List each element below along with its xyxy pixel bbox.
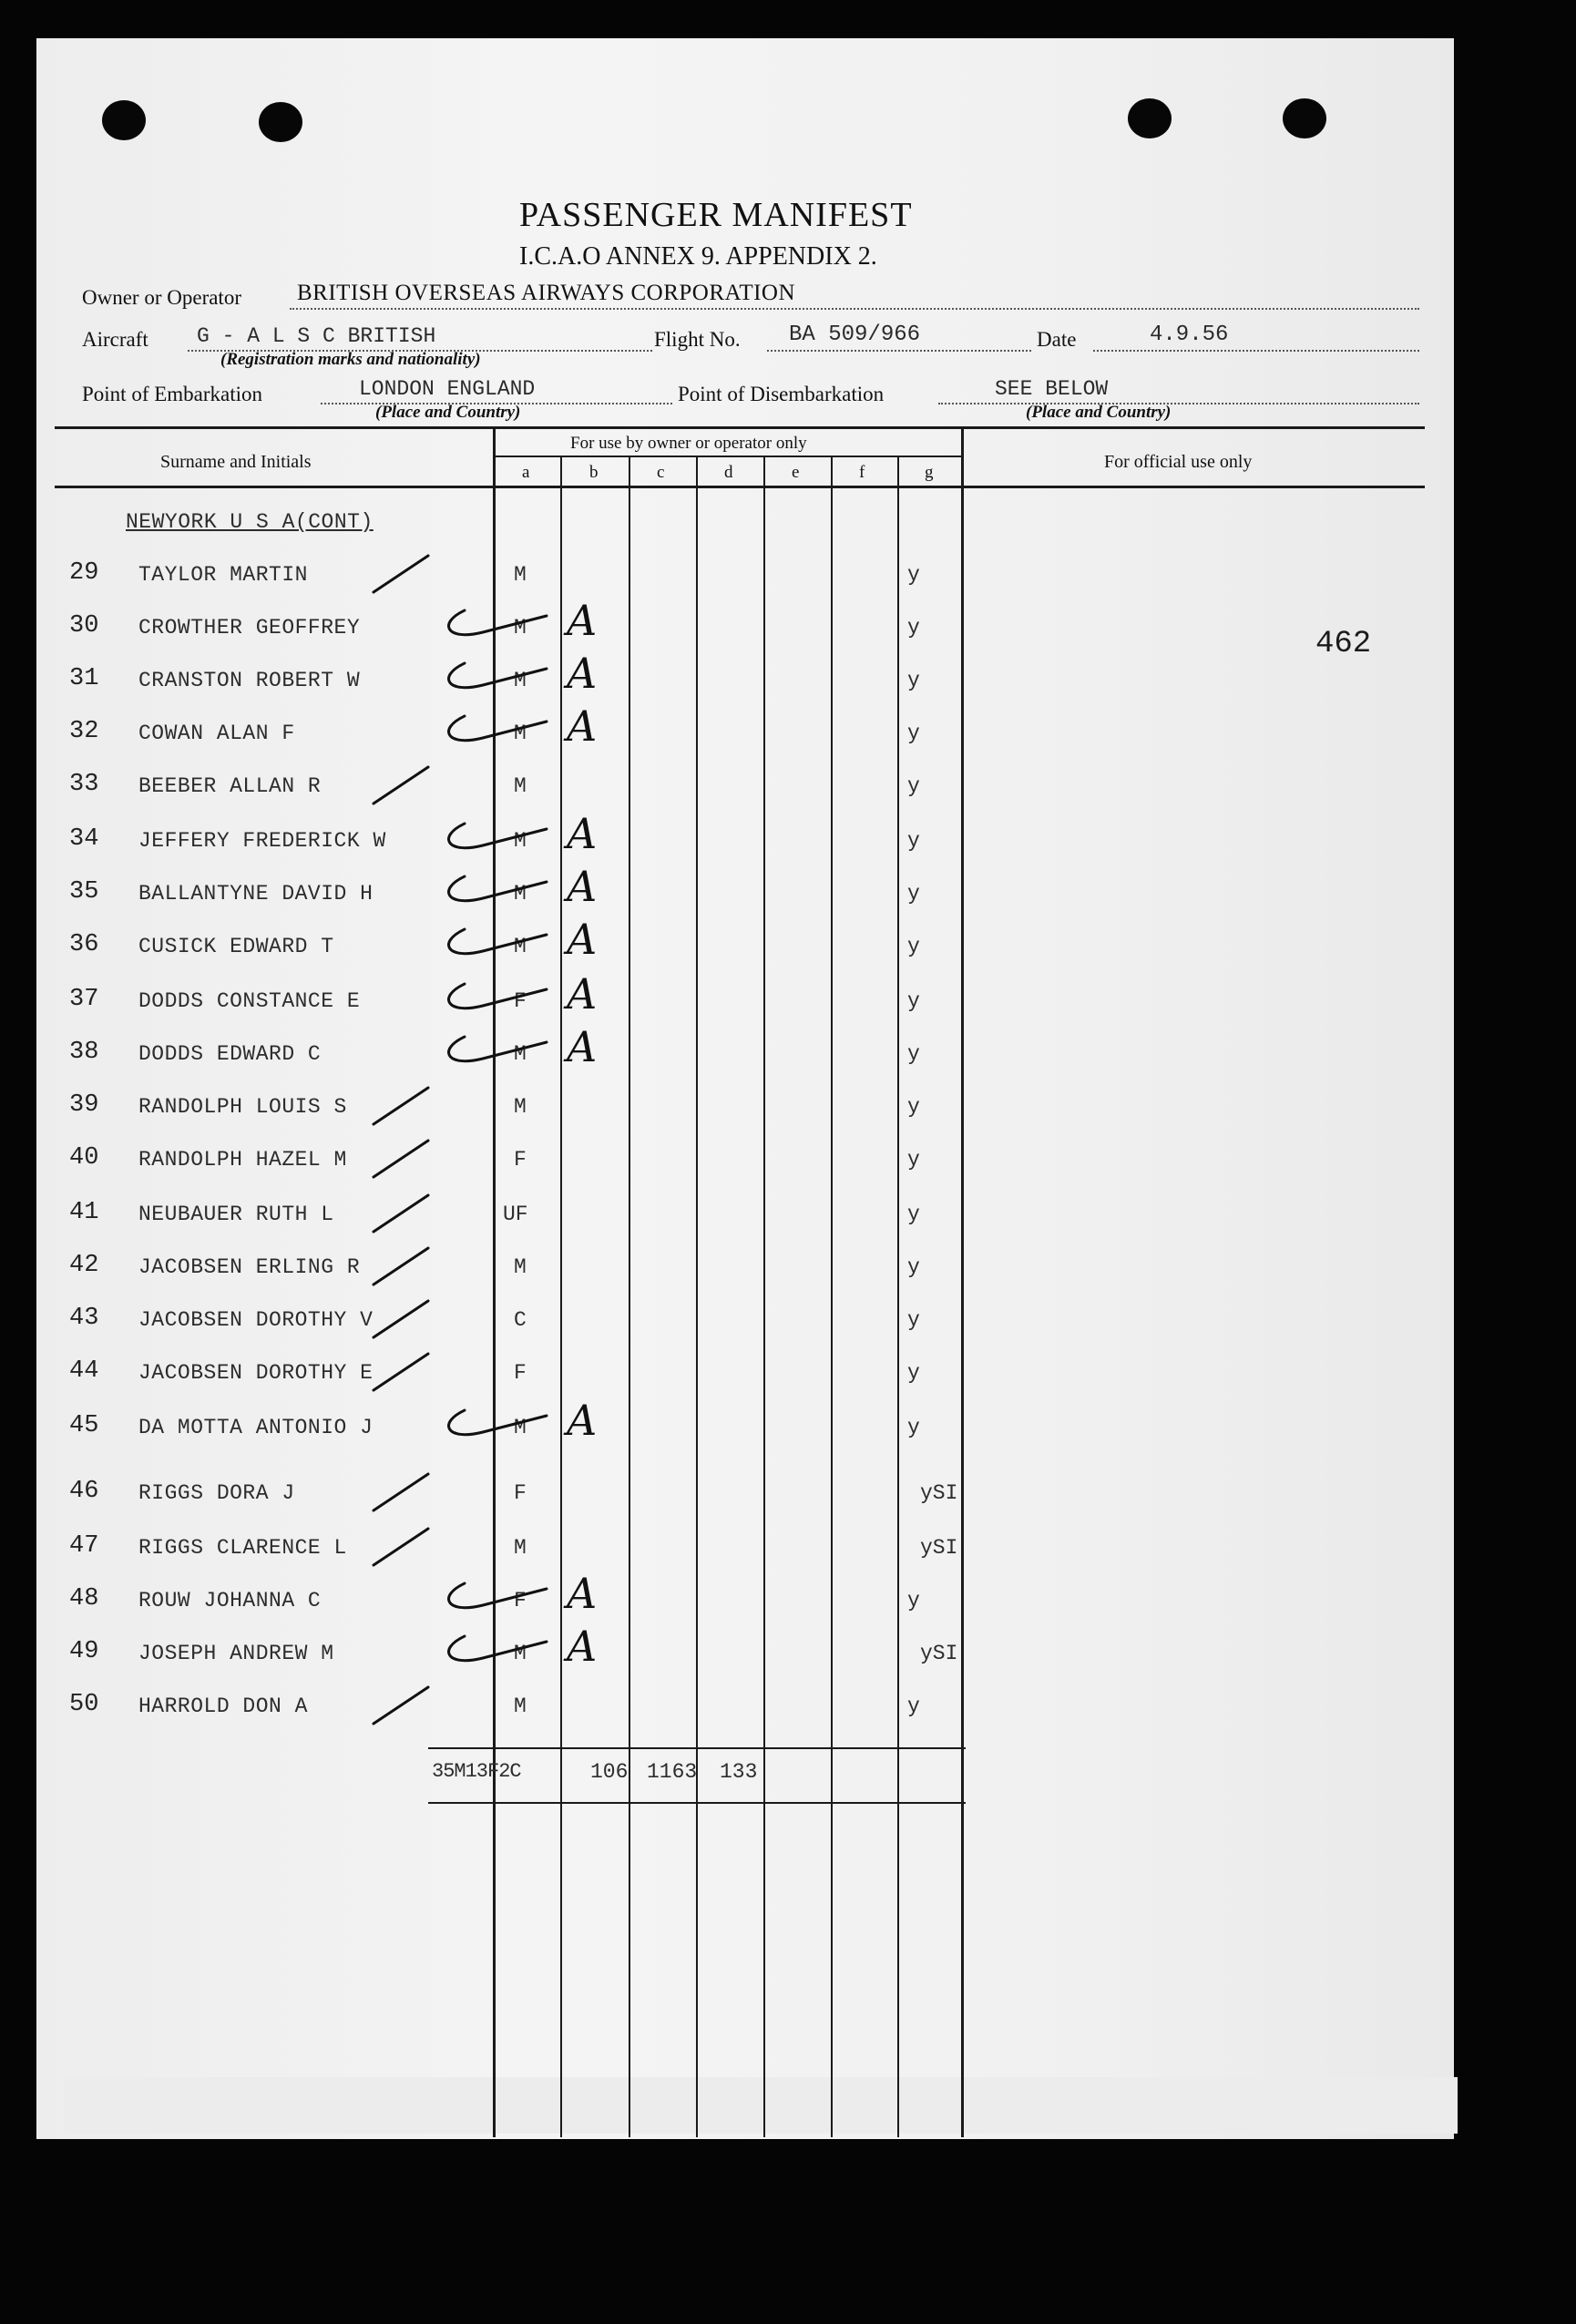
check-stroke <box>449 1636 547 1661</box>
owner-label: Owner or Operator <box>82 286 241 309</box>
col-a-value: F <box>514 1361 527 1385</box>
col-g-value: ySI <box>920 1481 958 1505</box>
col-a-value: F <box>514 1148 527 1172</box>
col-g-value: y <box>907 1589 920 1612</box>
embarkation-note: (Place and Country) <box>375 403 521 422</box>
check-stroke <box>449 824 547 848</box>
col-g-value: y <box>907 1361 920 1385</box>
passenger-name: HARROLD DON A <box>138 1694 308 1718</box>
row-number: 40 <box>69 1144 99 1172</box>
row-number: 42 <box>69 1252 99 1279</box>
col-a-value: M <box>514 669 527 692</box>
col-g-value: y <box>907 1042 920 1066</box>
row-number: 44 <box>69 1357 99 1385</box>
col-g-value: y <box>907 1203 920 1226</box>
check-stroke <box>449 1583 547 1608</box>
row-number: 35 <box>69 878 99 906</box>
passenger-name: BALLANTYNE DAVID H <box>138 882 374 906</box>
date-value: 4.9.56 <box>1150 322 1229 347</box>
column-letter-g: g <box>925 463 934 482</box>
embarkation-value: LONDON ENGLAND <box>359 377 536 401</box>
check-stroke <box>449 984 547 1008</box>
col-g-value: y <box>907 722 920 745</box>
check-stroke <box>449 929 547 954</box>
check-stroke <box>374 1354 428 1390</box>
col-g-value: y <box>907 616 920 640</box>
col-g-value: y <box>907 1255 920 1279</box>
col-b-value: A <box>567 915 598 964</box>
col-g-value: y <box>907 882 920 906</box>
row-number: 32 <box>69 718 99 745</box>
passenger-name: DODDS EDWARD C <box>138 1042 322 1066</box>
passenger-name: CROWTHER GEOFFREY <box>138 616 361 640</box>
row-number: 37 <box>69 986 99 1013</box>
passenger-name: COWAN ALAN F <box>138 722 295 745</box>
flight-value: BA 509/966 <box>789 322 921 347</box>
passenger-name: RANDOLPH HAZEL M <box>138 1148 347 1172</box>
aircraft-note: (Registration marks and nationality) <box>220 350 481 369</box>
column-letter-e: e <box>792 463 800 482</box>
disembarkation-note: (Place and Country) <box>1026 403 1172 422</box>
col-a-value: M <box>514 774 527 798</box>
check-stroke <box>374 1141 428 1177</box>
col-a-value: UF <box>503 1203 528 1226</box>
col-a-value: F <box>514 989 527 1013</box>
disembarkation-label: Point of Disembarkation <box>678 383 885 405</box>
col-a-value: M <box>514 1416 527 1439</box>
disembarkation-value: SEE BELOW <box>995 377 1109 401</box>
col-a-value: M <box>514 722 527 745</box>
official-column-header: For official use only <box>1104 452 1253 472</box>
row-number: 30 <box>69 612 99 640</box>
check-stroke <box>374 1474 428 1510</box>
passenger-name: JACOBSEN DOROTHY E <box>138 1361 374 1385</box>
passenger-name: JACOBSEN DOROTHY V <box>138 1308 374 1332</box>
col-a-value: M <box>514 882 527 906</box>
total-c: 1163 <box>647 1760 698 1784</box>
aircraft-label: Aircraft <box>82 328 148 351</box>
passenger-name: RIGGS CLARENCE L <box>138 1536 347 1560</box>
row-number: 45 <box>69 1412 99 1439</box>
col-g-value: ySI <box>920 1642 958 1665</box>
row-number: 38 <box>69 1039 99 1066</box>
total-d: 133 <box>720 1760 758 1784</box>
check-stroke <box>374 1529 428 1565</box>
passenger-name: RANDOLPH LOUIS S <box>138 1095 347 1119</box>
column-letter-a: a <box>522 463 530 482</box>
col-a-value: M <box>514 1536 527 1560</box>
check-stroke <box>374 1248 428 1285</box>
col-b-value: A <box>567 1569 598 1618</box>
row-number: 49 <box>69 1638 99 1665</box>
check-stroke <box>449 876 547 901</box>
passenger-name: JOSEPH ANDREW M <box>138 1642 334 1665</box>
section-heading: NEWYORK U S A(CONT) <box>126 510 374 534</box>
col-a-value: M <box>514 1642 527 1665</box>
col-b-value: A <box>567 862 598 911</box>
total-a: 35M13F2C <box>432 1760 521 1783</box>
col-g-value: y <box>907 1095 920 1119</box>
row-number: 50 <box>69 1691 99 1718</box>
col-a-value: C <box>514 1308 527 1332</box>
total-b: 106 <box>590 1760 629 1784</box>
document-subtitle: I.C.A.O ANNEX 9. APPENDIX 2. <box>519 242 877 271</box>
row-number: 31 <box>69 665 99 692</box>
col-g-value: y <box>907 935 920 958</box>
row-number: 33 <box>69 771 99 798</box>
col-b-value: A <box>567 969 598 1019</box>
col-b-value: A <box>567 809 598 858</box>
col-a-value: M <box>514 616 527 640</box>
row-number: 47 <box>69 1532 99 1560</box>
owner-value: BRITISH OVERSEAS AIRWAYS CORPORATION <box>297 281 796 305</box>
document-title: PASSENGER MANIFEST <box>519 196 913 234</box>
col-a-value: M <box>514 563 527 587</box>
column-letter-c: c <box>657 463 665 482</box>
check-stroke <box>374 1195 428 1232</box>
col-a-value: M <box>514 1694 527 1718</box>
row-number: 46 <box>69 1478 99 1505</box>
col-a-value: M <box>514 1042 527 1066</box>
passenger-name: DA MOTTA ANTONIO J <box>138 1416 374 1439</box>
check-stroke <box>449 610 547 635</box>
col-b-value: A <box>567 1622 598 1671</box>
col-g-value: y <box>907 1308 920 1332</box>
row-number: 36 <box>69 931 99 958</box>
passenger-name: DODDS CONSTANCE E <box>138 989 361 1013</box>
check-stroke <box>374 1301 428 1337</box>
row-number: 39 <box>69 1091 99 1119</box>
embarkation-label: Point of Embarkation <box>82 383 263 405</box>
col-a-value: M <box>514 829 527 853</box>
name-column-header: Surname and Initials <box>160 452 312 472</box>
passenger-name: JACOBSEN ERLING R <box>138 1255 361 1279</box>
passenger-name: CUSICK EDWARD T <box>138 935 334 958</box>
passenger-name: RIGGS DORA J <box>138 1481 295 1505</box>
row-number: 34 <box>69 825 99 853</box>
page-number: 462 <box>1315 627 1372 661</box>
check-stroke <box>374 1687 428 1724</box>
column-letter-f: f <box>859 463 865 482</box>
col-a-value: F <box>514 1589 527 1612</box>
aircraft-value: G - A L S C BRITISH <box>197 324 436 348</box>
check-stroke <box>374 767 428 804</box>
passenger-name: NEUBAUER RUTH L <box>138 1203 334 1226</box>
passenger-name: JEFFERY FREDERICK W <box>138 829 386 853</box>
date-label: Date <box>1037 328 1077 351</box>
check-stroke <box>449 1410 547 1435</box>
col-g-value: ySI <box>920 1536 958 1560</box>
row-number: 29 <box>69 559 99 587</box>
passenger-name: TAYLOR MARTIN <box>138 563 308 587</box>
col-b-value: A <box>567 649 598 698</box>
column-letter-d: d <box>724 463 733 482</box>
passenger-name: CRANSTON ROBERT W <box>138 669 361 692</box>
col-b-value: A <box>567 1396 598 1445</box>
col-g-value: y <box>907 669 920 692</box>
passenger-name: BEEBER ALLAN R <box>138 774 322 798</box>
col-a-value: M <box>514 1255 527 1279</box>
col-g-value: y <box>907 1694 920 1718</box>
col-a-value: F <box>514 1481 527 1505</box>
check-stroke <box>449 1037 547 1061</box>
passenger-name: ROUW JOHANNA C <box>138 1589 322 1612</box>
col-g-value: y <box>907 563 920 587</box>
row-number: 41 <box>69 1199 99 1226</box>
col-g-value: y <box>907 989 920 1013</box>
check-stroke <box>374 556 428 592</box>
col-g-value: y <box>907 774 920 798</box>
col-b-value: A <box>567 701 598 751</box>
col-b-value: A <box>567 596 598 645</box>
col-g-value: y <box>907 829 920 853</box>
row-number: 48 <box>69 1585 99 1612</box>
col-a-value: M <box>514 1095 527 1119</box>
col-g-value: y <box>907 1416 920 1439</box>
check-stroke <box>449 716 547 741</box>
flight-label: Flight No. <box>654 328 741 351</box>
row-number: 43 <box>69 1305 99 1332</box>
operator-column-header: For use by owner or operator only <box>570 434 807 453</box>
check-stroke <box>449 663 547 688</box>
col-a-value: M <box>514 935 527 958</box>
col-b-value: A <box>567 1022 598 1071</box>
column-letter-b: b <box>589 463 599 482</box>
check-stroke <box>374 1088 428 1124</box>
col-g-value: y <box>907 1148 920 1172</box>
